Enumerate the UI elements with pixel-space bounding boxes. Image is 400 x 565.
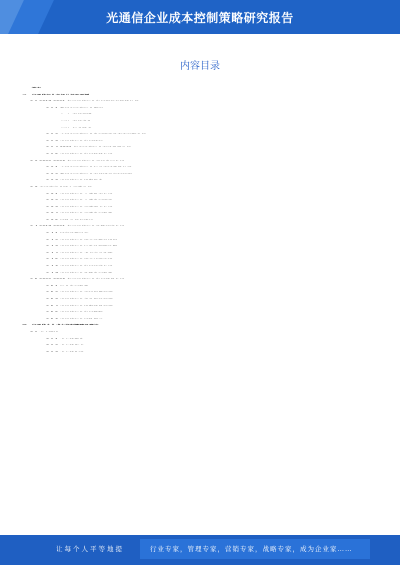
toc-heading: 内容目录 [180,61,220,72]
toc-entry[interactable] [22,187,354,194]
toc-entry[interactable] [22,167,354,174]
toc-entry[interactable] [22,147,354,154]
toc-entry[interactable] [22,325,354,332]
toc-entry[interactable] [22,266,354,273]
toc-entry[interactable] [22,200,354,207]
toc-entry[interactable] [22,292,354,299]
footer-slogan-left: 让每个人平等地提 [56,545,124,553]
toc-entry[interactable] [22,345,354,352]
toc-entry[interactable] [22,352,354,359]
report-title: 光通信企业成本控制策略研究报告 [106,11,294,25]
toc-entry[interactable] [22,180,354,187]
toc-entry-page [0,352,354,565]
toc-entry[interactable] [22,101,354,108]
toc-entry[interactable] [22,88,354,95]
toc-entry[interactable] [22,312,354,319]
toc-entry[interactable] [22,134,354,141]
table-of-contents [22,88,354,358]
footer-banner [0,535,400,565]
toc-entry[interactable] [22,114,354,121]
toc-entry[interactable] [22,233,354,240]
toc-entry[interactable] [22,279,354,286]
toc-entry[interactable] [22,332,354,339]
footer-slogan-right: 行业专家，管理专家，营销专家，战略专家，成为企业家…… [150,545,353,553]
header-banner [0,0,400,34]
toc-entry[interactable] [22,154,354,161]
toc-entry[interactable] [22,213,354,220]
toc-entry[interactable] [22,121,354,128]
toc-entry[interactable] [22,299,354,306]
toc-entry[interactable] [22,246,354,253]
